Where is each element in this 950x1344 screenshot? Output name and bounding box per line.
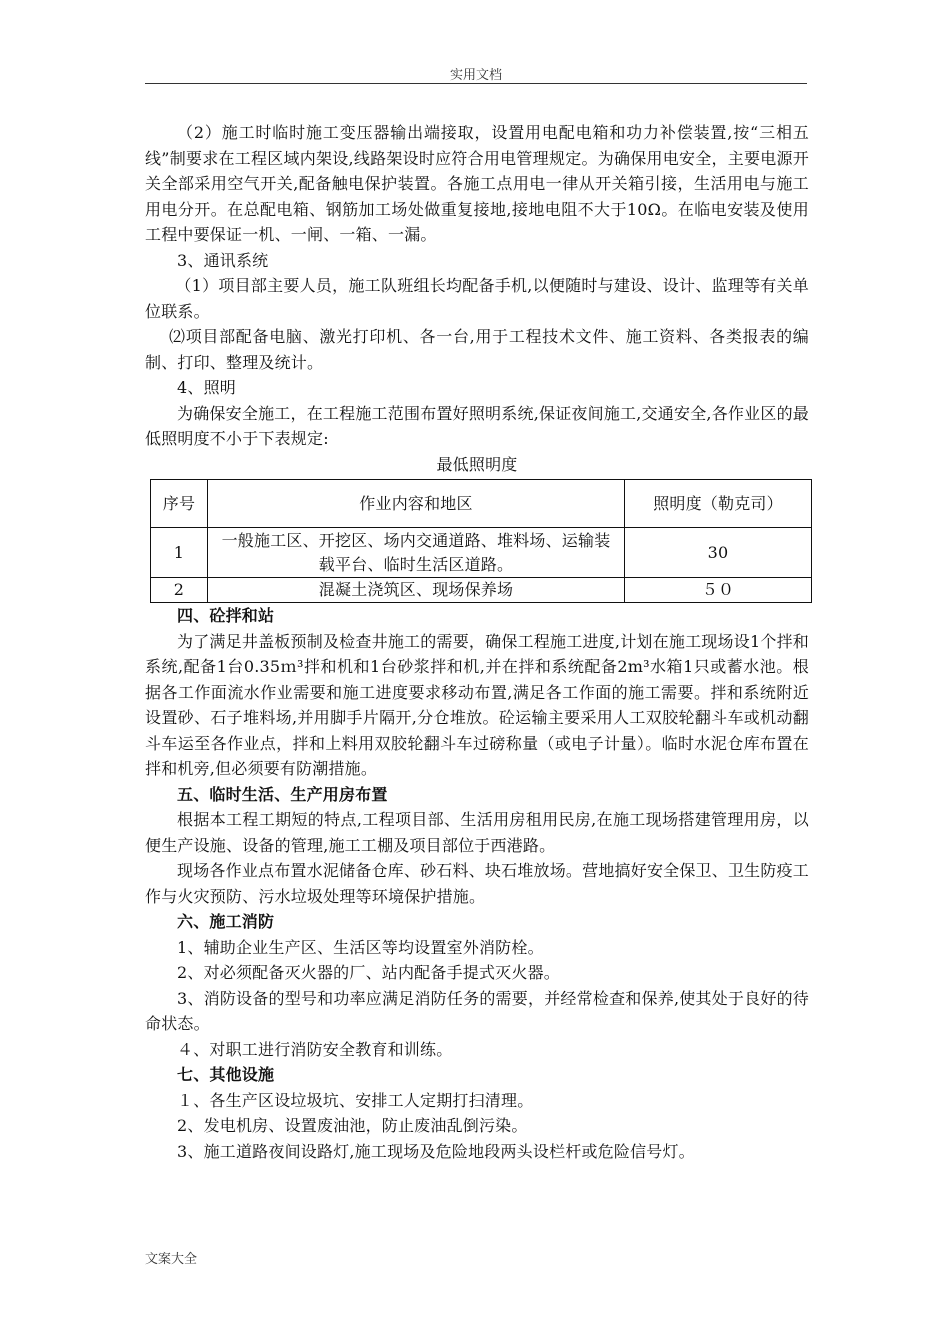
table-caption: 最低照明度: [436, 454, 518, 474]
page-header: 实用文档: [449, 68, 502, 83]
paragraph-communication-1: （1）项目部主要人员，施工队班组长均配备手机,以便随时与建设、设计、监理等有关单位联系。: [145, 276, 809, 321]
paragraph-mixing-station: 为了满足井盖板预制及检查井施工的需要，确保工程施工进度,计划在施工现场设1个拌和系统,配备1台0.35ｍ³拌和机和1台砂浆拌和机,并在拌和系统配备2m³水箱1只或蓄水池。根据各工作面流水作业需要和施工进度要求移动布置,满足各工作面的施工需要。拌和系统附近设置砂、石子堆料场,并用脚手片隔开,分仓堆放。砼运输主要采用人工双胶轮翻斗车或机动翻斗车运至各作业点，拌和上料用双胶轮翻斗车过磅称量（或电子计量）。临时水泥仓库布置在拌和机旁,但必须要有防潮措施。: [145, 631, 809, 778]
section-title-other-facilities: 七、其他设施: [177, 1065, 275, 1084]
heading-communication: 3、通讯系统: [177, 250, 269, 270]
header-work-area: 作业内容和地区: [208, 480, 625, 528]
list-item: 3、施工道路夜间设路灯,施工现场及危险地段两头设栏杆或危险信号灯。: [177, 1141, 695, 1161]
table-row: [151, 578, 812, 603]
list-item: １、各生产区设垃圾坑、安排工人定期打扫清理。: [177, 1090, 534, 1110]
list-item: ４、对职工进行消防安全教育和训练。: [177, 1039, 453, 1059]
paragraph-housing-2: 现场各作业点布置水泥储备仓库、砂石料、块石堆放场。营地搞好安全保卫、卫生防疫工作与火灾预防、污水垃圾处理等环境保护措施。: [145, 861, 809, 906]
heading-lighting: 4、照明: [177, 378, 236, 397]
cell-illuminance: ５０: [625, 578, 812, 603]
cell-illuminance: 30: [625, 528, 812, 578]
page-footer: 文案大全: [145, 1252, 198, 1267]
header-divider: [145, 83, 807, 84]
section-title-fire-protection: 六、施工消防: [177, 912, 275, 931]
paragraph-communication-2: ⑵项目部配备电脑、激光打印机、各一台,用于工程技术文件、施工资料、各类报表的编制、打印、整理及统计。: [145, 327, 809, 372]
paragraph-housing-1: 根据本工程工期短的特点,工程项目部、生活用房租用民房,在施工现场搭建管理用房，以便生产设施、设备的管理,施工工棚及项目部位于西港路。: [145, 810, 809, 855]
header-illuminance: 照明度（勒克司）: [625, 480, 812, 528]
cell-index: 2: [151, 578, 208, 603]
list-item: 1、辅助企业生产区、生活区等均设置室外消防栓。: [177, 937, 544, 957]
document-body: [145, 120, 809, 1164]
paragraph-power: （2）施工时临时施工变压器输出端接取，设置用电配电箱和功力补偿装置,按“三相五线”制要求在工程区域内架设,线路架设时应符合用电管理规定。为确保用电安全，主要电源开关全部采用空气开关,配备触电保护装置。各施工点用电一律从开关箱引接，生活用电与施工用电分开。在总配电箱、钢筋加工场处做重复接地,接地电阻不大于10Ω。在临电安装及使用工程中要保证一机、一闸、一箱、一漏。: [145, 123, 809, 244]
section-title-temporary-housing: 五、临时生活、生产用房布置: [177, 784, 388, 804]
section-title-mixing-station: 四、砼拌和站: [177, 606, 275, 625]
cell-index: 1: [151, 528, 208, 578]
cell-work-area: 一般施工区、开挖区、场内交通道路、堆料场、运输装载平台、临时生活区道路。: [208, 528, 625, 578]
header-index: 序号: [151, 480, 208, 528]
list-item: 3、消防设备的型号和功率应满足消防任务的需要，并经常检查和保养,使其处于良好的待命状态。: [145, 988, 809, 1033]
table-row: [151, 528, 812, 578]
illumination-table: [150, 479, 812, 603]
list-item: 2、对必须配备灭火器的厂、站内配备手提式灭火器。: [177, 963, 560, 982]
paragraph-lighting: 为确保安全施工，在工程施工范围布置好照明系统,保证夜间施工,交通安全,各作业区的最低照明度不小于下表规定:: [145, 403, 809, 448]
cell-work-area: 混凝土浇筑区、现场保养场: [208, 578, 625, 603]
table-header-row: [151, 480, 812, 528]
list-item: 2、发电机房、设置废油池，防止废油乱倒污染。: [177, 1116, 528, 1135]
